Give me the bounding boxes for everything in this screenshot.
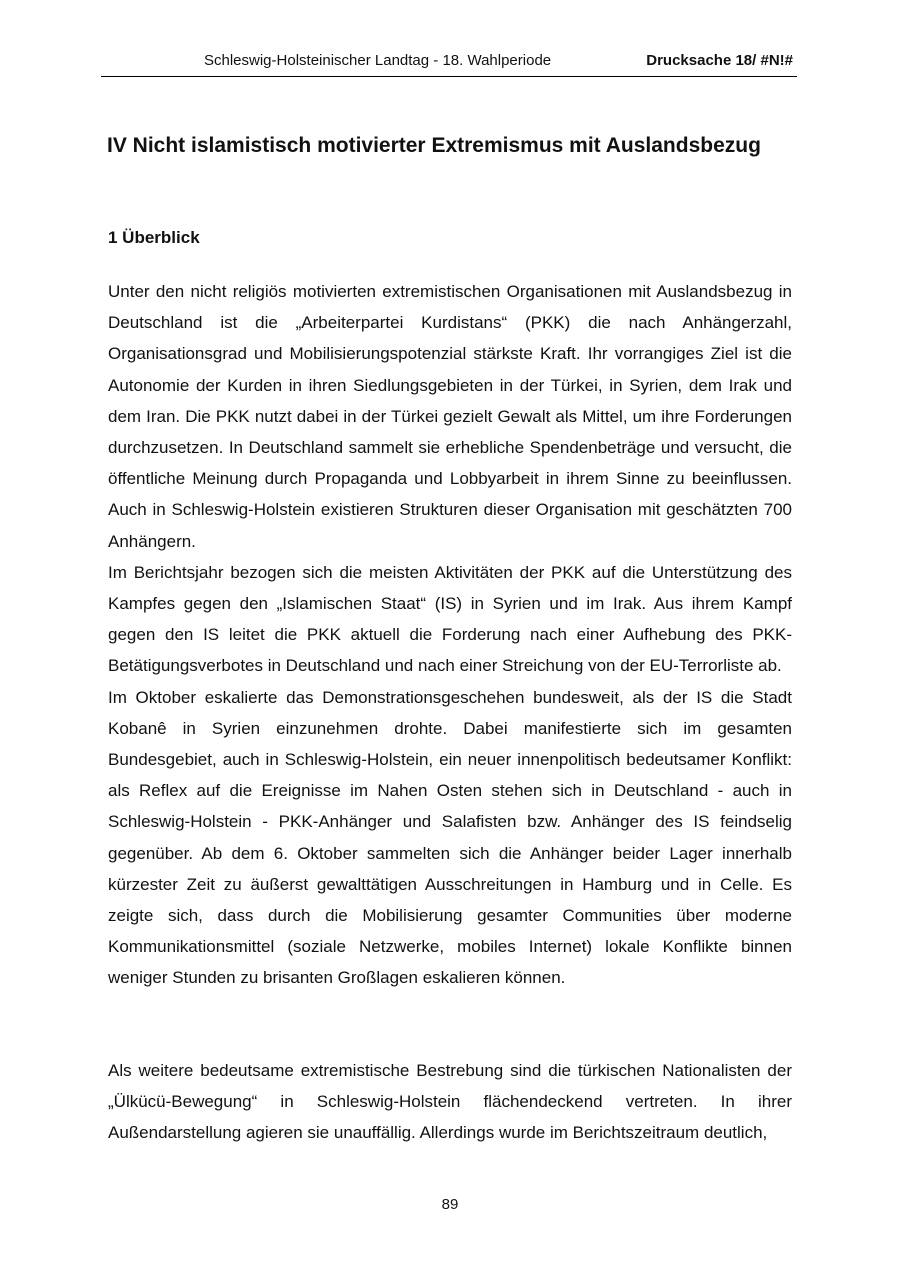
header-document-title: Schleswig-Holsteinischer Landtag - 18. Wahlperiode <box>204 52 552 69</box>
chapter-title: IV Nicht islamistisch motivierter Extremismus mit Auslandsbezug <box>107 134 761 157</box>
header-document-number: Drucksache 18/ #N!# <box>646 52 793 69</box>
body-text-block-continued <box>108 1055 792 1149</box>
paragraph-pkk-overview: Unter den nicht religiös motivierten extremistischen Organisationen mit Auslandsbezug in Deutschland ist die „Arbeiterpartei Kurdistans“ (PKK) die nach Anhängerzahl, Organisationsgrad und Mobilisierungspotenzial stärkste Kraft. Ihr vorrangiges Ziel ist die Autonomie der Kurden in ihren Siedlungsgebieten in der Türkei, in Syrien, dem Irak und dem Iran. Die PKK nutzt dabei in der Türkei gezielt Gewalt als Mittel, um ihre Forderungen durchzusetzen. In Deutschland sammelt sie erhebliche Spendenbeträge und versucht, die öffentliche Meinung durch Propaganda und Lobbyarbeit in ihrem Sinne zu beeinflussen. Auch in Schleswig-Holstein existieren Strukturen dieser Organisation mit geschätzten 700 Anhängern. <box>108 282 792 551</box>
paragraph-pkk-activities: Im Berichtsjahr bezogen sich die meisten Aktivitäten der PKK auf die Unterstützung des Kampfes gegen den „Islamischen Staat“ (IS) in Syrien und im Irak. Aus ihrem Kampf gegen den IS leitet die PKK aktuell die Forderung nach einer Aufhebung des PKK-Betätigungsverbotes in Deutschland und nach einer Streichung von der EU-Terrorliste ab. <box>108 562 792 676</box>
body-text-block <box>108 276 792 994</box>
page-header <box>101 50 797 77</box>
paragraph-october-escalation: Im Oktober eskalierte das Demonstrationsgeschehen bundesweit, als der IS die Stadt Kobanê in Syrien einzunehmen drohte. Dabei manifestierte sich im gesamten Bundesgebiet, auch in Schleswig-Holstein, ein neuer innenpolitisch bedeutsamer Konflikt: als Reflex auf die Ereignisse im Nahen Osten stehen sich in Deutschland - auch in Schleswig-Holstein - PKK-Anhänger und Salafisten bzw. Anhänger des IS feindselig gegenüber. Ab dem 6. Oktober sammelten sich die Anhänger beider Lager innerhalb kürzester Zeit zu äußerst gewalttätigen Ausschreitungen in Hamburg und in Celle. Es zeigte sich, dass durch die Mobilisierung gesamter Communities über moderne Kommunikationsmittel (soziale Netzwerke, mobiles Internet) lokale Konflikte binnen weniger Stunden zu brisanten Großlagen eskalieren können. <box>108 687 792 988</box>
page-number: 89 <box>441 1196 459 1213</box>
section-title: 1 Überblick <box>108 228 200 247</box>
paragraph-uelkuecue-movement: Als weitere bedeutsame extremistische Bestrebung sind die türkischen Nationalisten der „Ülkücü-Bewegung“ in Schleswig-Holstein flächendeckend vertreten. In ihrer Außendarstellung agieren sie unauffällig. Allerdings wurde im Berichtszeitraum deutlich, <box>108 1061 792 1143</box>
